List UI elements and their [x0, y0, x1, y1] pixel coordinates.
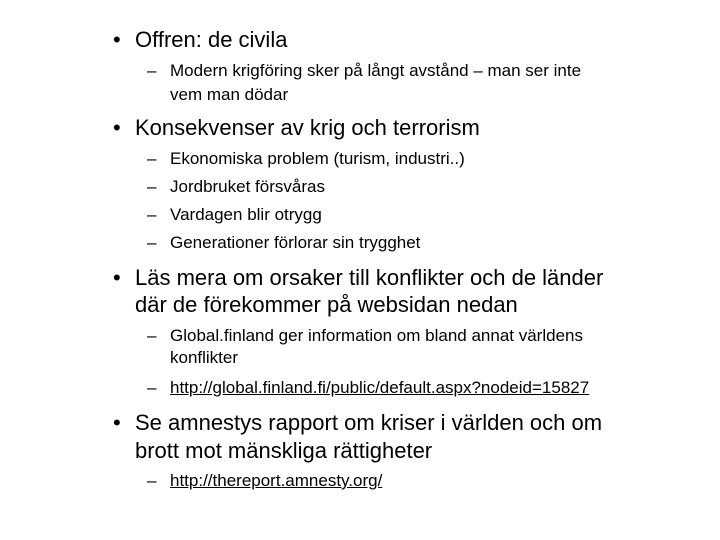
sub-item-economy — [147, 148, 465, 170]
dash-icon: – — [147, 177, 157, 196]
dash-icon: – — [147, 233, 157, 252]
sub-item-agriculture — [147, 176, 325, 198]
bullet-text-line-2: brott mot mänskliga rättigheter — [135, 438, 433, 463]
dash-icon: – — [147, 205, 157, 224]
dash-icon: – — [147, 149, 157, 168]
bullet-icon: • — [113, 410, 121, 435]
dash-icon: – — [147, 326, 157, 345]
sub-item-generations — [147, 232, 421, 254]
sub-item-everyday — [147, 204, 322, 226]
sub-item-continuation — [170, 84, 288, 106]
sub-item-modern-warfare — [147, 60, 582, 82]
bullet-text: Konsekvenser av krig och terrorism — [135, 115, 480, 140]
bullet-text-line-1: Se amnestys rapport om kriser i världen och om — [135, 410, 603, 435]
bullet-icon: • — [113, 27, 121, 52]
sub-item-global-link — [147, 377, 590, 399]
bullet-item-amnesty — [113, 408, 603, 438]
amnesty-report-link[interactable]: http://thereport.amnesty.org/ — [170, 471, 383, 490]
sub-item-global-finland-continuation — [170, 347, 238, 369]
dash-icon: – — [147, 61, 157, 80]
sub-text: Generationer förlorar sin trygghet — [170, 233, 421, 252]
bullet-text-line-2: där de förekommer på websidan nedan — [135, 292, 518, 317]
sub-text: Jordbruket försvåras — [170, 177, 325, 196]
bullet-text: Offren: de civila — [135, 27, 288, 52]
sub-item-global-finland — [147, 325, 583, 347]
global-finland-link[interactable]: http://global.finland.fi/public/default.aspx?nodeid=15827 — [170, 378, 590, 397]
sub-text-line-2: vem man dödar — [170, 85, 289, 104]
bullet-item-victims — [113, 25, 288, 55]
bullet-icon: • — [113, 115, 121, 140]
sub-item-amnesty-link — [147, 470, 383, 492]
bullet-item-read-more-continuation — [135, 290, 518, 320]
sub-text: Ekonomiska problem (turism, industri..) — [170, 149, 465, 168]
dash-icon: – — [147, 378, 157, 397]
sub-text-line-2: konflikter — [170, 348, 239, 367]
bullet-item-read-more — [113, 263, 604, 293]
sub-text-line-1: Global.finland ger information om bland annat världens — [170, 326, 583, 345]
bullet-item-consequences — [113, 113, 480, 143]
sub-text: Vardagen blir otrygg — [170, 205, 322, 224]
sub-text-line-1: Modern krigföring sker på långt avstånd – man ser inte — [170, 61, 582, 80]
dash-icon: – — [147, 471, 157, 490]
bullet-icon: • — [113, 265, 121, 290]
bullet-item-amnesty-continuation — [135, 436, 432, 466]
bullet-text-line-1: Läs mera om orsaker till konflikter och de länder — [135, 265, 604, 290]
